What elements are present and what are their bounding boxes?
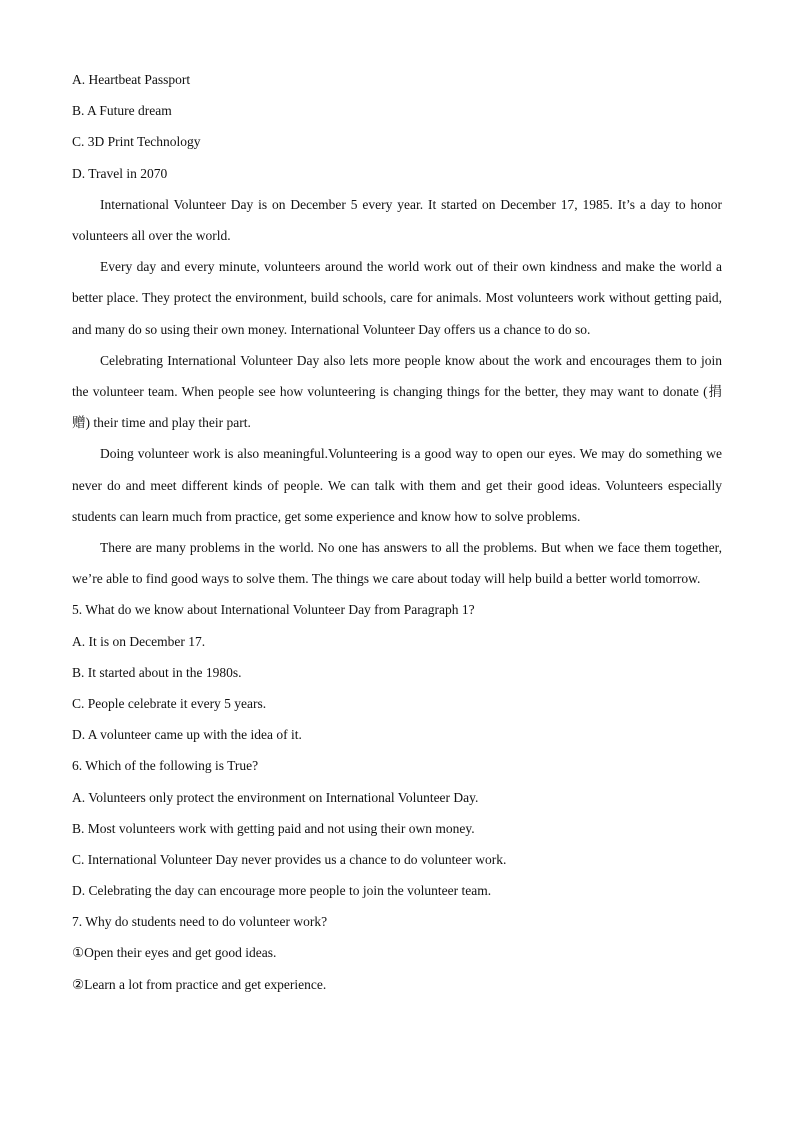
question-6-option-b: B. Most volunteers work with getting paid and not using their own money. (72, 820, 475, 836)
question-5-option-d: D. A volunteer came up with the idea of it. (72, 727, 302, 743)
prev-option-b: B. A Future dream (72, 103, 172, 119)
passage-paragraph-1: International Volunteer Day is on December 5 every year. It started on December 17, 1985. It’s a day to honor volunteers all over the world. (72, 196, 722, 243)
passage-paragraph-3: Celebrating International Volunteer Day also lets more people know about the work and encourages them to join the volunteer team. When people see how volunteering is changing things for the better, they may want to donate (捐赠) their time and play their part. (72, 352, 722, 431)
question-6-option-a: A. Volunteers only protect the environment on International Volunteer Day. (72, 789, 479, 805)
question-5-stem: 5. What do we know about International Volunteer Day from Paragraph 1? (72, 602, 475, 618)
passage-paragraph-2: Every day and every minute, volunteers around the world work out of their own kindness and make the world a better place. They protect the environment, build schools, care for animals. Most volunteers work without getting paid, and many do so using their own money. International Volunteer Day offers us a chance to do so. (72, 259, 722, 337)
question-6-stem: 6. Which of the following is True? (72, 758, 259, 774)
passage-paragraph-5: There are many problems in the world. No one has answers to all the problems. But when we face them together, we’re able to find good ways to solve them. The things we care about today will help build a better world tomorrow. (72, 539, 722, 587)
question-5-option-a: A. It is on December 17. (72, 633, 206, 649)
question-7-item-2: ②Learn a lot from practice and get experience. (72, 976, 327, 992)
document-page (72, 64, 722, 1000)
passage-paragraph-4: Doing volunteer work is also meaningful.Volunteering is a good way to open our eyes. We may do something we never do and meet different kinds of people. We can talk with them and get their good ideas. Volunteers especially students can learn much from practice, get some experience and know how to solve problems. (72, 446, 722, 524)
question-6-option-d: D. Celebrating the day can encourage more people to join the volunteer team. (72, 883, 492, 899)
prev-option-a: A. Heartbeat Passport (72, 72, 191, 87)
prev-option-d: D. Travel in 2070 (72, 165, 168, 181)
question-6-option-c: C. International Volunteer Day never provides us a chance to do volunteer work. (72, 851, 507, 867)
prev-option-c: C. 3D Print Technology (72, 134, 201, 150)
question-5-option-b: B. It started about in the 1980s. (72, 664, 242, 680)
question-7-stem: 7. Why do students need to do volunteer work? (72, 914, 328, 930)
question-7-item-1: ①Open their eyes and get good ideas. (72, 945, 277, 961)
question-5-option-c: C. People celebrate it every 5 years. (72, 695, 267, 711)
